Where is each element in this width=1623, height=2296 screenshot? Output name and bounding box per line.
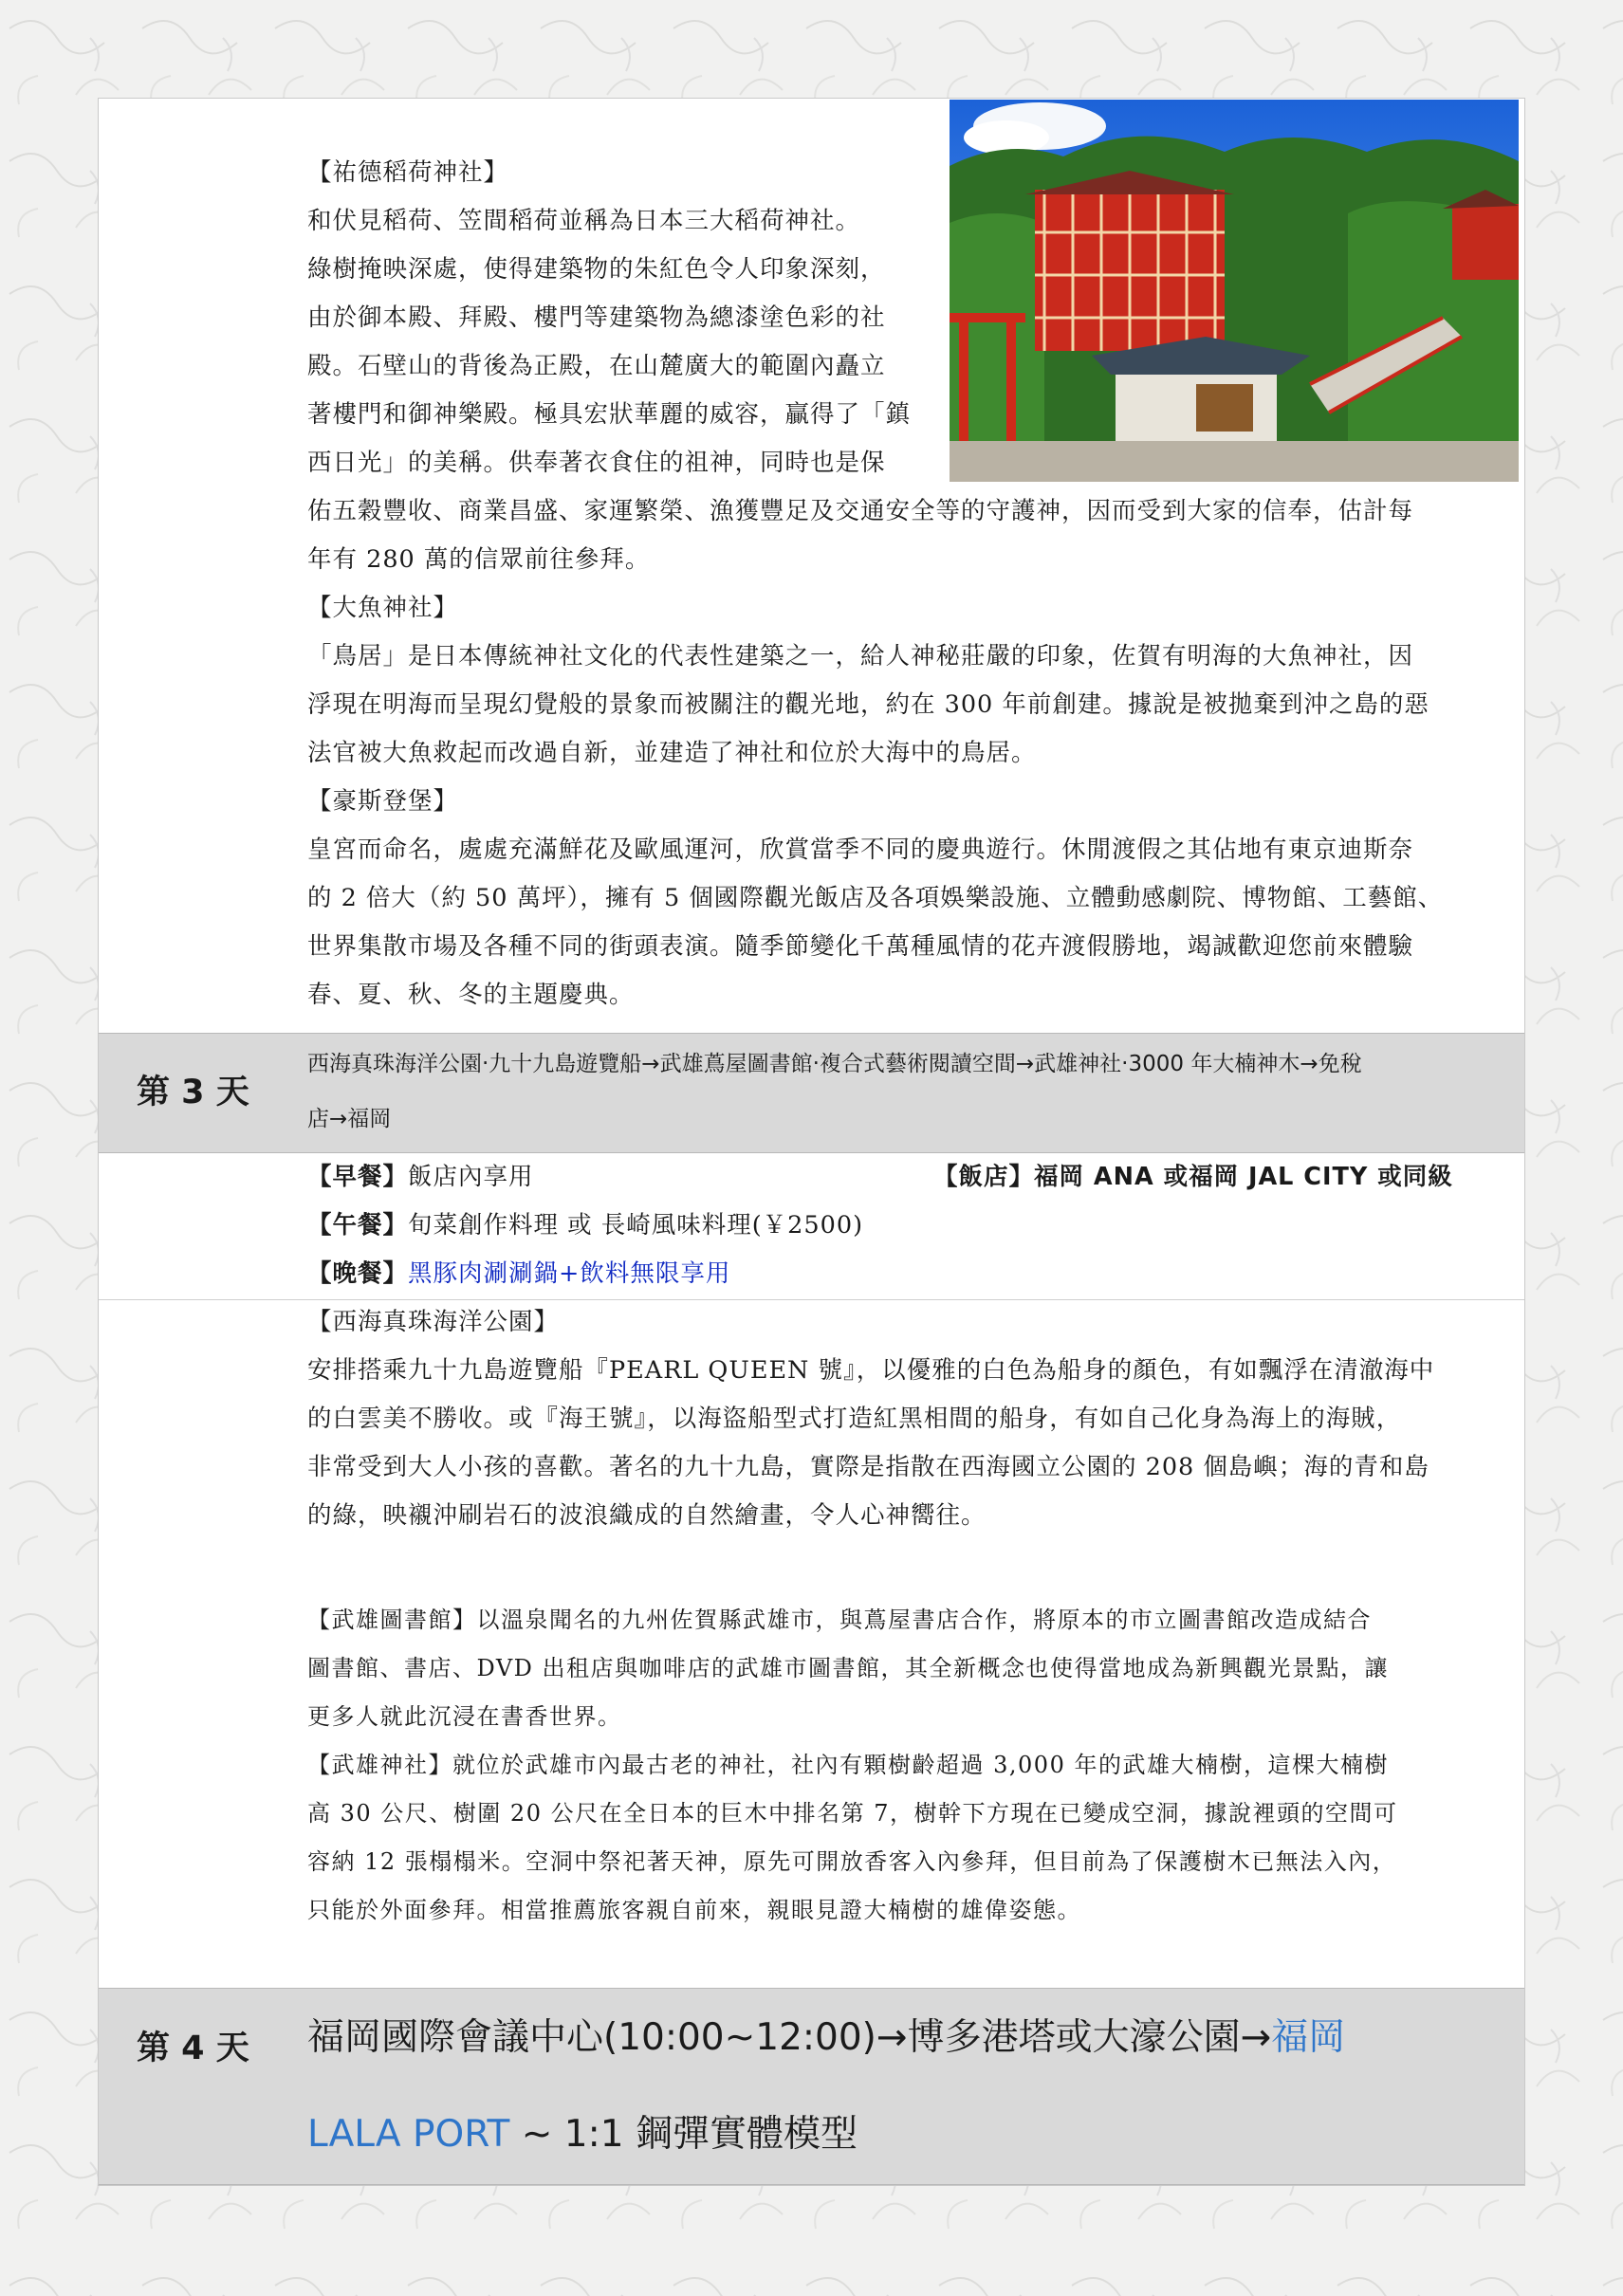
day3-route-line: 西海真珠海洋公園‧九十九島遊覽船→武雄蔦屋圖書館‧複合式藝術閱讀空間→武雄神社‧3000 年大楠神木→免稅 [307, 1052, 1362, 1076]
day4-header-band [99, 1988, 1524, 2185]
takeo-shrine-line: 【武雄神社】就位於武雄市內最古老的神社，社內有顆樹齡超過 3,000 年的武雄大楠樹，這棵大楠樹 [307, 1752, 1389, 1778]
ouo-line: 浮現在明海而呈現幻覺般的景象而被關注的觀光地，約在 300 年前創建。據說是被拋棄到沖之島的惡 [307, 690, 1429, 719]
saikai-line: 的綠，映襯沖刷岩石的波浪織成的自然繪畫，令人心神嚮往。 [307, 1501, 987, 1530]
dinner-label: 【晚餐】 [307, 1259, 409, 1288]
takeo-shrine-line: 容納 12 張榻榻米。空洞中祭祀著天神，原先可開放香客入內參拜，但目前為了保護樹木已無法入內， [307, 1848, 1397, 1875]
hotel-value: 福岡 ANA 或福岡 JAL CITY 或同級 [1034, 1163, 1453, 1191]
yutoku-heading: 【祐德稻荷神社】 [307, 158, 509, 187]
breakfast-label: 【早餐】 [307, 1163, 409, 1191]
ouo-line: 法官被大魚救起而改過自新，並建造了神社和位於大海中的鳥居。 [307, 739, 1037, 767]
day4-label: 第 4 天 [137, 2030, 249, 2067]
day4-route-part2: ~ 1:1 鋼彈實體模型 [509, 2113, 858, 2156]
yutoku-line: 和伏見稻荷、笠間稻荷並稱為日本三大稻荷神社。 [307, 207, 861, 235]
htb-line: 世界集散市場及各種不同的街頭表演。隨季節變化千萬種風情的花卉渡假勝地，竭誠歡迎您前來體驗 [307, 932, 1414, 961]
yutoku-line: 著樓門和御神樂殿。極具宏狀華麗的威容，贏得了「鎮 [307, 400, 912, 429]
htb-line: 的 2 倍大（約 50 萬坪），擁有 5 個國際觀光飯店及各項娛樂設施、立體動感劇院、博物館、工藝館、 [307, 884, 1444, 912]
day3-route-line: 店→福岡 [307, 1107, 392, 1131]
day3-header-band [99, 1033, 1524, 1153]
breakfast-row [307, 1153, 534, 1202]
yutoku-line: 佑五穀豐收、商業昌盛、家運繁榮、漁獲豐足及交通安全等的守護神，因而受到大家的信奉，估計每 [307, 497, 1414, 525]
breakfast-value: 飯店內享用 [408, 1163, 534, 1191]
htb-line: 春、夏、秋、冬的主題慶典。 [307, 981, 635, 1009]
day4-route-highlight2: LALA PORT [307, 2113, 510, 2156]
library-line: 圖書館、書店、DVD 出租店與咖啡店的武雄市圖書館，其全新概念也使得當地成為新興觀光景點，讓 [307, 1655, 1390, 1681]
library-line: 【武雄圖書館】以溫泉聞名的九州佐賀縣武雄市，與蔦屋書店合作，將原本的市立圖書館改造成結合 [307, 1607, 1372, 1633]
hotel-row [933, 1153, 1453, 1202]
day4-route-line1 [307, 2008, 1345, 2068]
day3-label: 第 3 天 [137, 1074, 249, 1111]
yutoku-line: 綠樹掩映深處，使得建築物的朱紅色令人印象深刻， [307, 255, 886, 284]
lunch-row [307, 1202, 863, 1250]
hotel-label: 【飯店】 [933, 1163, 1035, 1191]
yutoku-line: 西日光」的美稱。供奉著衣食住的祖神，同時也是保 [307, 449, 886, 477]
day4-route-highlight1: 福岡 [1271, 2016, 1346, 2059]
lunch-label: 【午餐】 [307, 1211, 409, 1240]
htb-heading: 【豪斯登堡】 [307, 787, 459, 816]
day4-route-line2 [307, 2104, 858, 2165]
itinerary-page [98, 98, 1525, 2186]
dinner-row [307, 1250, 730, 1298]
lunch-value: 旬菜創作料理 或 長崎風味料理(￥2500) [408, 1211, 864, 1240]
library-line: 更多人就此沉浸在書香世界。 [307, 1703, 622, 1730]
yutoku-line: 年有 280 萬的信眾前往參拜。 [307, 545, 651, 574]
saikai-heading: 【西海真珠海洋公園】 [307, 1308, 560, 1336]
ouo-heading: 【大魚神社】 [307, 594, 459, 622]
ouo-line: 「鳥居」是日本傳統神社文化的代表性建築之一，給人神秘莊嚴的印象，佐賀有明海的大魚神社，因 [307, 642, 1414, 670]
saikai-line: 的白雲美不勝收。或『海王號』，以海盜船型式打造紅黑相間的船身，有如自己化身為海上的海賊， [307, 1405, 1402, 1433]
yutoku-line: 殿。石壁山的背後為正殿，在山麓廣大的範圍內矗立 [307, 352, 886, 380]
yutoku-shrine-photo [950, 100, 1519, 482]
day4-route-part1: 福岡國際會議中心(10:00~12:00)→博多港塔或大濠公園→ [307, 2016, 1272, 2059]
saikai-line: 安排搭乘九十九島遊覽船『PEARL QUEEN 號』，以優雅的白色為船身的顏色，有如飄浮在清澈海中 [307, 1356, 1435, 1385]
htb-line: 皇宮而命名，處處充滿鮮花及歐風運河，欣賞當季不同的慶典遊行。休閒渡假之其佔地有東京迪斯奈 [307, 836, 1414, 864]
takeo-shrine-line: 高 30 公尺、樹圍 20 公尺在全日本的巨木中排名第 7，樹幹下方現在已變成空洞，據說裡頭的空間可 [307, 1800, 1398, 1827]
saikai-line: 非常受到大人小孩的喜歡。著名的九十九島，實際是指散在西海國立公園的 208 個島嶼；海的青和島 [307, 1453, 1429, 1481]
dinner-value: 黑豚肉涮涮鍋+飲料無限享用 [408, 1259, 731, 1288]
yutoku-line: 由於御本殿、拜殿、樓門等建築物為總漆塗色彩的社 [307, 303, 886, 332]
takeo-shrine-line: 只能於外面參拜。相當推薦旅客親自前來，親眼見證大楠樹的雄偉姿態。 [307, 1897, 1081, 1923]
